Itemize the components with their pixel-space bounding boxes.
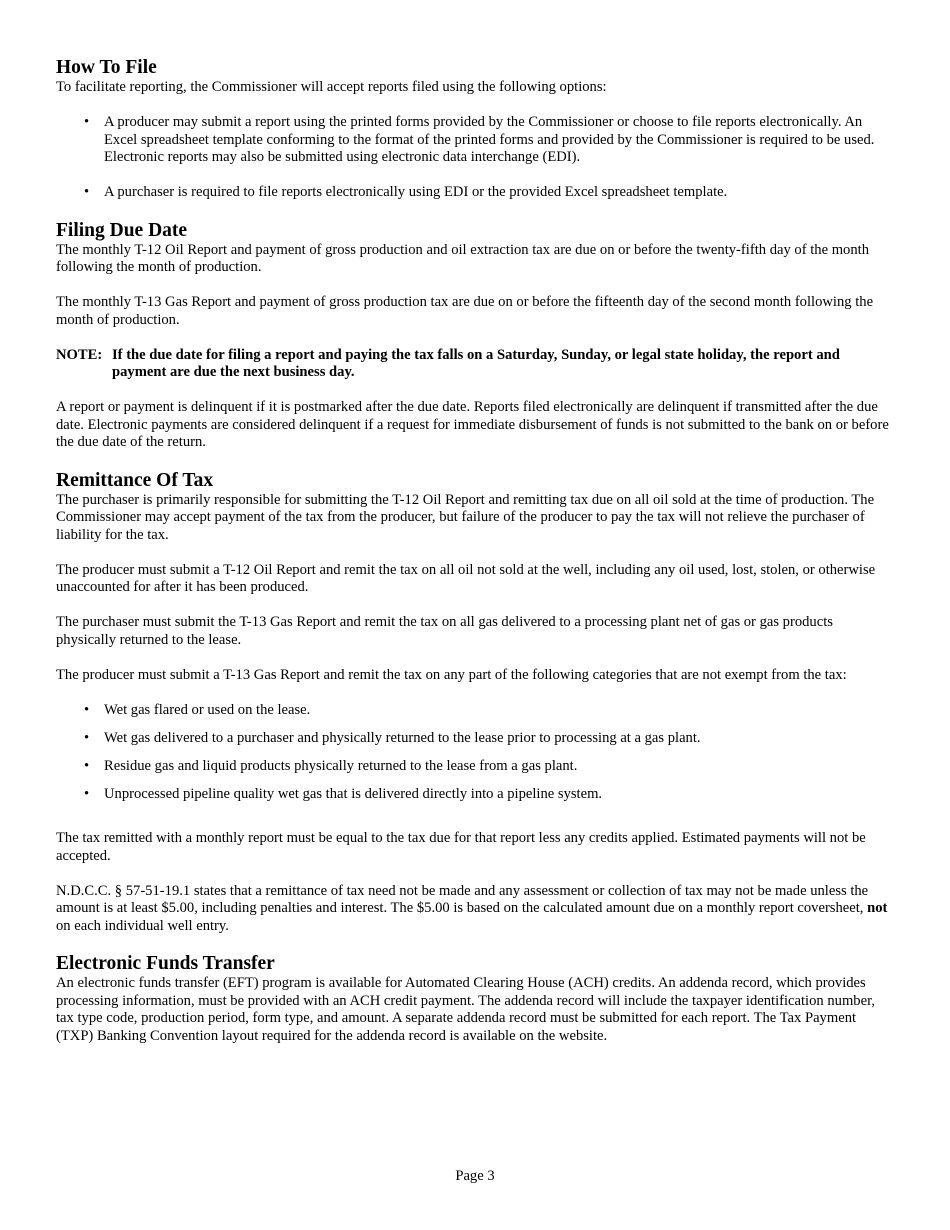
list-item: • Wet gas flared or used on the lease. xyxy=(84,701,311,718)
remittance-paragraph: The purchaser must submit the T-13 Gas Report and remit the tax on all gas delivered to a processing plant net of gas or gas products physically returned to the lease. xyxy=(56,614,833,648)
list-item: • Unprocessed pipeline quality wet gas that is delivered directly into a pipeline system. xyxy=(84,785,603,802)
emphasis-not: not xyxy=(867,900,888,916)
note-label: NOTE: xyxy=(56,346,103,363)
bullet-icon: • xyxy=(84,785,90,802)
eft-heading: Electronic Funds Transfer xyxy=(56,953,275,974)
bullet-icon: • xyxy=(84,757,90,774)
remittance-paragraph: N.D.C.C. § 57-51-19.1 states that a remittance of tax need not be made and any assessment or collection of tax may not be made unless the amount is at least $5.00, including penalties and interest. The $5.00 is based on the calculated amount due on a monthly report coversheet, not on each individual well entry. xyxy=(56,882,888,934)
note-text: If the due date for filing a report and paying the tax falls on a Saturday, Sunday, or legal state holiday, the report and payment are due the next business day. xyxy=(112,346,840,380)
filing-due-date-heading: Filing Due Date xyxy=(56,219,188,241)
remittance-paragraph: The purchaser is primarily responsible for submitting the T-12 Oil Report and remitting tax due on all oil sold at the time of production. The Commissioner may accept payment of the tax from the producer, but failure of the producer to pay the tax will not relieve the purchaser of liability for the tax. xyxy=(56,491,875,543)
bullet-icon: • xyxy=(84,114,90,130)
how-to-file-list xyxy=(56,114,896,202)
remittance-paragraph: The tax remitted with a monthly report must be equal to the tax due for that report less any credits applied. Estimated payments will not be accepted. xyxy=(56,830,866,864)
page-number: Page 3 xyxy=(455,1168,495,1184)
bullet-icon: • xyxy=(84,729,90,746)
list-item: • A producer may submit a report using the printed forms provided by the Commissioner or choose to file reports electronically. An Excel spreadsheet template conforming to the format of the printed forms and provided by the Commissioner is required to be used. Electronic reports may also be submitted using electronic data interchange (EDI). xyxy=(84,114,875,165)
remittance-heading: Remittance Of Tax xyxy=(56,469,214,491)
remittance-paragraph: The producer must submit a T-12 Oil Report and remit the tax on all oil not sold at the well, including any oil used, lost, stolen, or otherwise unaccounted for after it has been produced. xyxy=(56,561,876,595)
filing-due-date-paragraph: A report or payment is delinquent if it is postmarked after the due date. Reports filed electronically are delinquent if transmitted after the due date. Electronic payments are considered delinquent if a request for immediate disbursement of funds is not submitted to the bank on or before the due date of the return. xyxy=(56,399,889,450)
remittance-categories-list xyxy=(56,702,896,804)
list-item: • Residue gas and liquid products physically returned to the lease from a gas plant. xyxy=(84,757,578,774)
bullet-icon: • xyxy=(84,701,90,718)
eft-paragraph: An electronic funds transfer (EFT) program is available for Automated Clearing House (ACH) credits. An addenda record, which provides processing information, must be provided with an ACH credit payment. The addenda record will include the taxpayer identification number, tax type code, production period, form type, and amount. A separate addenda record must be submitted for each report. The Tax Payment (TXP) Banking Convention layout required for the addenda record is available on the website. xyxy=(56,975,876,1044)
remittance-paragraph: The producer must submit a T-13 Gas Report and remit the tax on any part of the following categories that are not exempt from the tax: xyxy=(56,666,847,683)
list-item: • Wet gas delivered to a purchaser and physically returned to the lease prior to processing at a gas plant. xyxy=(84,729,701,746)
how-to-file-heading: How To File xyxy=(56,57,157,78)
filing-due-date-paragraph: The monthly T-13 Gas Report and payment of gross production tax are due on or before the fifteenth day of the second month following the month of production. xyxy=(56,294,874,328)
list-item: • A purchaser is required to file reports electronically using EDI or the provided Excel spreadsheet template. xyxy=(84,184,728,200)
bullet-icon: • xyxy=(84,184,90,200)
filing-due-date-paragraph: The monthly T-12 Oil Report and payment of gross production and oil extraction tax are due on or before the twenty-fifth day of the month following the month of production. xyxy=(56,241,869,275)
how-to-file-intro: To facilitate reporting, the Commissioner will accept reports filed using the following options: xyxy=(56,79,607,95)
document-body xyxy=(56,57,896,1045)
note-block xyxy=(56,347,896,382)
